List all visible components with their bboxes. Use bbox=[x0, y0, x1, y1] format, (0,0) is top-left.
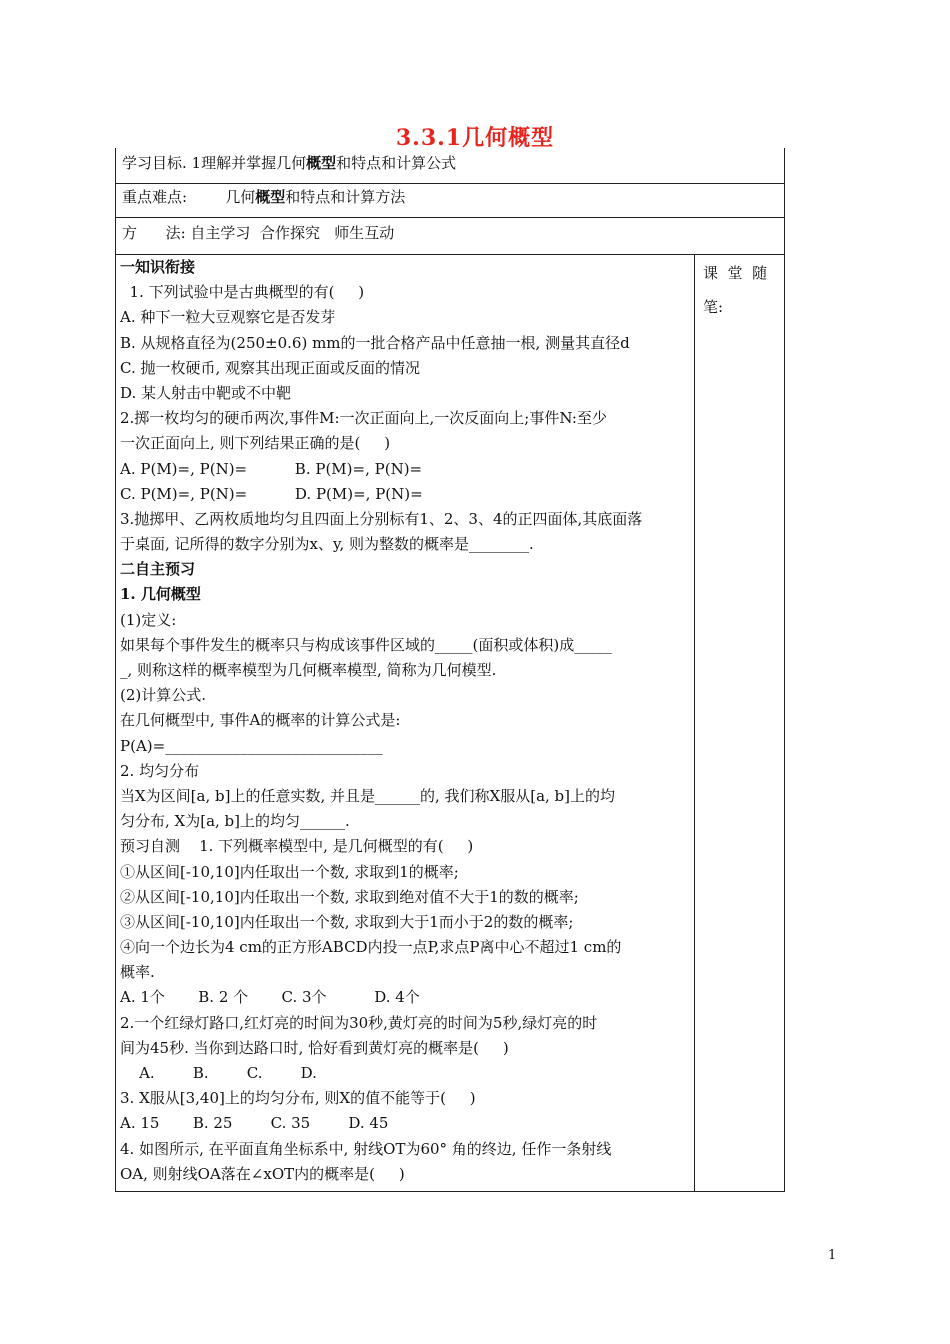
key-points-text-end: 和特点和计算方法 bbox=[285, 188, 406, 206]
section-heading: 一知识衔接 bbox=[120, 258, 196, 276]
notes-column bbox=[703, 256, 781, 324]
question-line: OA, 则射线OA落在∠xOT内的概率是( ) bbox=[120, 1164, 405, 1183]
learning-goal-text-end: 和特点和计算公式 bbox=[336, 154, 457, 172]
notes-label: 课 堂 随 bbox=[703, 264, 768, 282]
learning-goal-row bbox=[122, 154, 456, 172]
option-line: B. 从规格直径为(250±0.6) mm的一批合格产品中任意抽一根, 测量其直径d bbox=[120, 333, 630, 352]
method-row: 方 法: 自主学习 合作探究 师生互动 bbox=[122, 224, 395, 242]
question-line: 1. 下列试验中是古典概型的有( ) bbox=[120, 283, 365, 302]
option-line: A. 1个 B. 2 个 C. 3个 D. 4个 bbox=[120, 988, 420, 1007]
notes-label-end: 笔: bbox=[703, 298, 724, 316]
option-line: C. P(M)=, P(N)= D. P(M)=, P(N)= bbox=[120, 484, 423, 503]
question-line: 预习自测 1. 下列概率模型中, 是几何概型的有( ) bbox=[120, 837, 474, 856]
table-divider bbox=[115, 217, 785, 218]
text-line: 当X为区间[a, b]上的任意实数, 并且是______的, 我们称X服从[a, b]上的均 bbox=[120, 786, 616, 805]
option-line: A. 15 B. 25 C. 35 D. 45 bbox=[120, 1114, 389, 1133]
main-content bbox=[120, 255, 688, 1187]
question-line: 4. 如图所示, 在平面直角坐标系中, 射线OT为60° 角的终边, 任作一条射线 bbox=[120, 1139, 612, 1158]
key-points-bold: 概型 bbox=[255, 188, 286, 206]
question-line: 间为45秒. 当你到达路口时, 恰好看到黄灯亮的概率是( ) bbox=[120, 1038, 509, 1057]
question-line: 3.抛掷甲、乙两枚质地均匀且四面上分别标有1、2、3、4的正四面体,其底面落 bbox=[120, 509, 643, 528]
text-line: (2)计算公式. bbox=[120, 686, 207, 705]
option-line: ④向一个边长为4 cm的正方形ABCD内投一点P,求点P离中心不超过1 cm的 bbox=[120, 938, 622, 957]
text-line: (1)定义: bbox=[120, 610, 177, 629]
page-title: 3.3.1几何概型 bbox=[395, 125, 555, 151]
option-line: ②从区间[-10,10]内任取出一个数, 求取到绝对值不大于1的数的概率; bbox=[120, 887, 579, 906]
subsection-heading: 1. 几何概型 bbox=[120, 585, 201, 604]
question-line: 2.掷一枚均匀的硬币两次,事件M:一次正面向上,一次反面向上;事件N:至少 bbox=[120, 409, 607, 428]
learning-goal-text: 学习目标. 1理解并掌握几何 bbox=[122, 154, 307, 172]
option-line: C. 抛一枚硬币, 观察其出现正面或反面的情况 bbox=[120, 358, 421, 377]
page-number: 1 bbox=[828, 1248, 837, 1263]
option-line: ①从区间[-10,10]内任取出一个数, 求取到1的概率; bbox=[120, 862, 459, 881]
option-line: D. 某人射击中靶或不中靶 bbox=[120, 383, 292, 402]
text-line: 如果每个事件发生的概率只与构成该事件区域的_____(面积或体积)成_____ bbox=[120, 635, 612, 654]
question-line: 2.一个红绿灯路口,红灯亮的时间为30秒,黄灯亮的时间为5秒,绿灯亮的时 bbox=[120, 1013, 598, 1032]
question-line: 3. X服从[3,40]上的均匀分布, 则X的值不能等于( ) bbox=[120, 1089, 476, 1108]
section-heading: 二自主预习 bbox=[120, 560, 196, 579]
learning-goal-bold: 概型 bbox=[306, 154, 337, 172]
text-line: 在几何概型中, 事件A的概率的计算公式是: bbox=[120, 711, 401, 730]
subsection-heading: 2. 均匀分布 bbox=[120, 761, 200, 780]
question-line: 一次正面向上, 则下列结果正确的是( ) bbox=[120, 434, 391, 453]
option-line: A. 种下一粒大豆观察它是否发芽 bbox=[120, 308, 336, 327]
option-line: A. B. C. D. bbox=[120, 1064, 317, 1082]
option-line: A. P(M)=, P(N)= B. P(M)=, P(N)= bbox=[120, 459, 423, 478]
table-divider bbox=[115, 183, 785, 184]
text-line: _, 则称这样的概率模型为几何概率模型, 简称为几何模型. bbox=[120, 661, 497, 679]
option-line: 概率. bbox=[120, 963, 155, 982]
key-points-text: 重点难点: 几何 bbox=[122, 188, 256, 206]
question-line: 于桌面, 记所得的数字分别为x、y, 则为整数的概率是________. bbox=[120, 535, 534, 554]
text-line: 匀分布, X为[a, b]上的均匀______. bbox=[120, 812, 350, 831]
option-line: ③从区间[-10,10]内任取出一个数, 求取到大于1而小于2的数的概率; bbox=[120, 912, 574, 931]
notes-column-divider bbox=[694, 254, 695, 1192]
key-points-row bbox=[122, 188, 405, 206]
formula-line: P(A)=_____________________________ bbox=[120, 736, 383, 755]
